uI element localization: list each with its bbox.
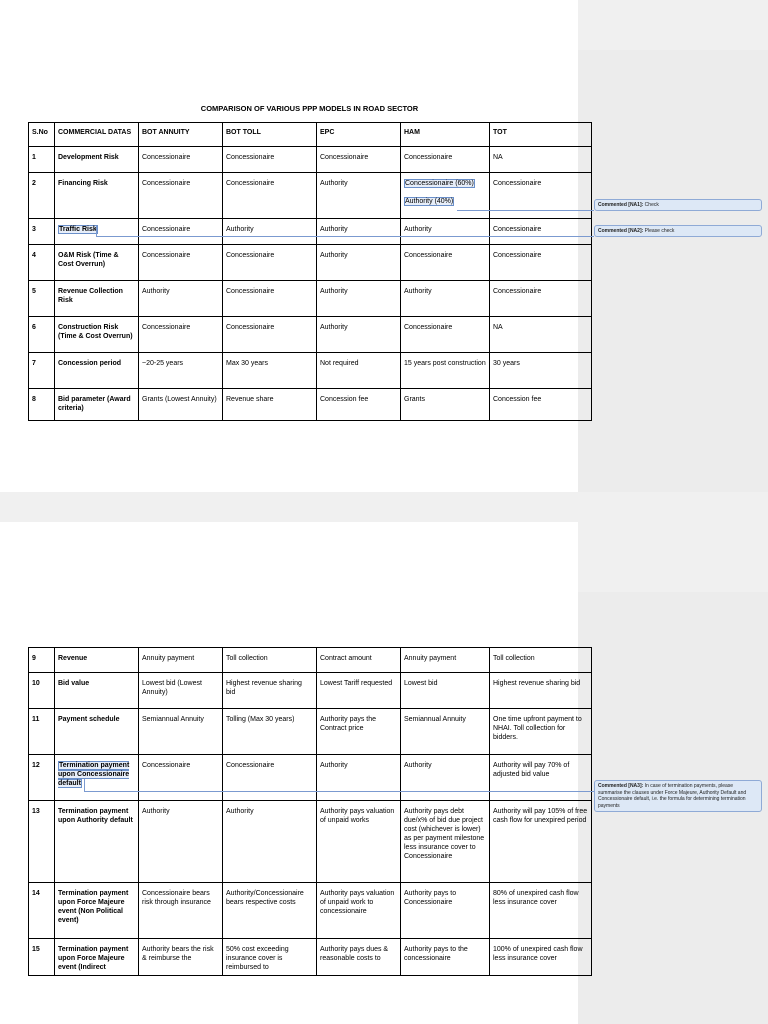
label-cell: Concession period [55,353,139,389]
commented-text[interactable]: Authority (40%) [405,198,454,205]
table-header-row [29,123,592,147]
label-cell: Bid value [55,673,139,709]
bot-annuity-cell: Authority [139,281,223,317]
tot-cell: 80% of unexpired cash flow less insurance cover [490,883,592,939]
bot-toll-cell: 50% cost exceeding insurance cover is reimbursed to [223,939,317,976]
label-cell: Termination payment upon Force Majeure event (Non Political event) [55,883,139,939]
label-cell: O&M Risk (Time & Cost Overrun) [55,245,139,281]
table-row [29,939,592,976]
table-row [29,317,592,353]
bot-annuity-cell: Annuity payment [139,648,223,673]
comment-text: Check [644,202,659,208]
comment-margin-1 [578,50,768,492]
ham-cell: Authority [401,219,490,245]
bot-annuity-cell: Concessionaire [139,317,223,353]
sno-cell: 9 [29,648,55,673]
header-cell: HAM [401,123,490,147]
header-cell: BOT TOLL [223,123,317,147]
comparison-table-continued [28,647,592,976]
comment-balloon[interactable] [594,780,762,812]
ham-cell: Concessionaire [401,245,490,281]
header-cell: TOT [490,123,592,147]
epc-cell: Concession fee [317,389,401,421]
ham-cell [401,173,490,219]
comment-connector [84,779,85,791]
bot-annuity-cell: Lowest bid (Lowest Annuity) [139,673,223,709]
bot-annuity-cell: ~20-25 years [139,353,223,389]
bot-annuity-cell: Grants (Lowest Annuity) [139,389,223,421]
bot-toll-cell: Authority [223,219,317,245]
table-row [29,801,592,883]
bot-annuity-cell: Concessionaire bears risk through insurance [139,883,223,939]
sno-cell: 2 [29,173,55,219]
table-row [29,709,592,755]
epc-cell: Lowest Tariff requested [317,673,401,709]
tot-cell: Concessionaire [490,219,592,245]
table-row [29,147,592,173]
tot-cell: Authority will pay 70% of adjusted bid value [490,755,592,801]
header-cell: EPC [317,123,401,147]
comment-author: Commented [NA2]: [598,228,644,234]
sno-cell: 8 [29,389,55,421]
sno-cell: 4 [29,245,55,281]
epc-cell: Authority [317,755,401,801]
ham-cell: Annuity payment [401,648,490,673]
epc-cell: Authority [317,281,401,317]
epc-cell: Not required [317,353,401,389]
epc-cell: Authority [317,245,401,281]
comment-connector [96,226,97,236]
bot-toll-cell: Highest revenue sharing bid [223,673,317,709]
commented-text[interactable]: Traffic Risk [59,226,97,233]
label-cell: Termination payment upon Force Majeure event (Indirect [55,939,139,976]
comment-connector [96,236,594,237]
comment-connector [84,791,594,792]
comparison-table [28,122,592,421]
epc-cell: Authority pays the Contract price [317,709,401,755]
comment-connector [457,210,594,211]
sno-cell: 10 [29,673,55,709]
bot-toll-cell: Authority [223,801,317,883]
sno-cell: 7 [29,353,55,389]
commented-text[interactable]: Concessionaire (60%) [405,180,474,187]
bot-toll-cell: Max 30 years [223,353,317,389]
comment-text: Please check [644,228,675,234]
sno-cell: 13 [29,801,55,883]
ham-cell: Lowest bid [401,673,490,709]
ham-cell: Concessionaire [401,317,490,353]
bot-toll-cell: Concessionaire [223,281,317,317]
tot-cell: 30 years [490,353,592,389]
bot-annuity-cell: Concessionaire [139,755,223,801]
epc-cell: Authority pays valuation of unpaid works [317,801,401,883]
bot-toll-cell: Tolling (Max 30 years) [223,709,317,755]
bot-toll-cell: Concessionaire [223,317,317,353]
tot-cell: One time upfront payment to NHAI. Toll collection for bidders. [490,709,592,755]
comment-text: In case of termination payments, please summarise the clauses under Force Majeure, Authority Default and Concessionaire default, i.e. the formula for determining termination payments [598,783,747,809]
tot-cell: Concession fee [490,389,592,421]
table-row [29,219,592,245]
table-row [29,281,592,317]
bot-annuity-cell: Concessionaire [139,147,223,173]
tot-cell: Concessionaire [490,173,592,219]
tot-cell: Authority will pay 105% of free cash flow for unexpired period [490,801,592,883]
epc-cell: Contract amount [317,648,401,673]
label-cell [55,755,139,801]
table-row [29,389,592,421]
sno-cell: 1 [29,147,55,173]
label-cell: Termination payment upon Authority default [55,801,139,883]
ham-cell: Authority pays to Concessionaire [401,883,490,939]
table-row [29,353,592,389]
table-row [29,648,592,673]
bot-toll-cell: Authority/Concessionaire bears respective costs [223,883,317,939]
ham-cell: Grants [401,389,490,421]
comment-author: Commented [NA1]: [598,202,644,208]
tot-cell: NA [490,147,592,173]
bot-annuity-cell: Authority [139,801,223,883]
label-cell: Financing Risk [55,173,139,219]
commented-text[interactable]: Termination payment upon Concessionaire default [58,762,130,787]
bot-annuity-cell: Concessionaire [139,219,223,245]
label-cell: Bid parameter (Award criteria) [55,389,139,421]
tot-cell: Concessionaire [490,245,592,281]
header-cell: S.No [29,123,55,147]
epc-cell: Authority [317,219,401,245]
ham-cell: 15 years post construction [401,353,490,389]
epc-cell: Concessionaire [317,147,401,173]
tot-cell: Toll collection [490,648,592,673]
sno-cell: 6 [29,317,55,353]
bot-toll-cell: Revenue share [223,389,317,421]
bot-annuity-cell: Concessionaire [139,173,223,219]
sno-cell: 11 [29,709,55,755]
table-row [29,173,592,219]
bot-annuity-cell: Authority bears the risk & reimburse the [139,939,223,976]
table-row [29,673,592,709]
table-row [29,883,592,939]
bot-toll-cell: Concessionaire [223,755,317,801]
comment-author: Commented [NA3]: [598,783,644,789]
header-cell: COMMERCIAL DATAS [55,123,139,147]
epc-cell: Authority pays dues & reasonable costs to [317,939,401,976]
bot-toll-cell: Toll collection [223,648,317,673]
bot-toll-cell: Concessionaire [223,173,317,219]
bot-toll-cell: Concessionaire [223,245,317,281]
tot-cell: 100% of unexpired cash flow less insurance cover [490,939,592,976]
sno-cell: 15 [29,939,55,976]
header-cell: BOT ANNUITY [139,123,223,147]
sno-cell: 14 [29,883,55,939]
comment-balloon[interactable] [594,225,762,237]
label-cell: Payment schedule [55,709,139,755]
ham-cell: Authority [401,755,490,801]
epc-cell: Authority [317,173,401,219]
sno-cell: 5 [29,281,55,317]
tot-cell: NA [490,317,592,353]
sno-cell: 3 [29,219,55,245]
label-cell: Development Risk [55,147,139,173]
label-cell: Construction Risk (Time & Cost Overrun) [55,317,139,353]
bot-annuity-cell: Concessionaire [139,245,223,281]
ham-cell: Semiannual Annuity [401,709,490,755]
ham-cell: Authority pays debt due/x% of bid due project cost (whichever is lower) as per payment milestone less insurance cover to Concessionaire [401,801,490,883]
table-row [29,755,592,801]
epc-cell: Authority [317,317,401,353]
comment-balloon[interactable] [594,199,762,211]
tot-cell: Concessionaire [490,281,592,317]
ham-cell: Authority [401,281,490,317]
bot-toll-cell: Concessionaire [223,147,317,173]
tot-cell: Highest revenue sharing bid [490,673,592,709]
table-row [29,245,592,281]
bot-annuity-cell: Semiannual Annuity [139,709,223,755]
label-cell: Revenue [55,648,139,673]
sno-cell: 12 [29,755,55,801]
ham-cell: Concessionaire [401,147,490,173]
ham-cell: Authority pays to the concessionaire [401,939,490,976]
label-cell: Revenue Collection Risk [55,281,139,317]
document-title: COMPARISON OF VARIOUS PPP MODELS IN ROAD SECTOR [200,104,419,113]
epc-cell: Authority pays valuation of unpaid work to concessionaire [317,883,401,939]
